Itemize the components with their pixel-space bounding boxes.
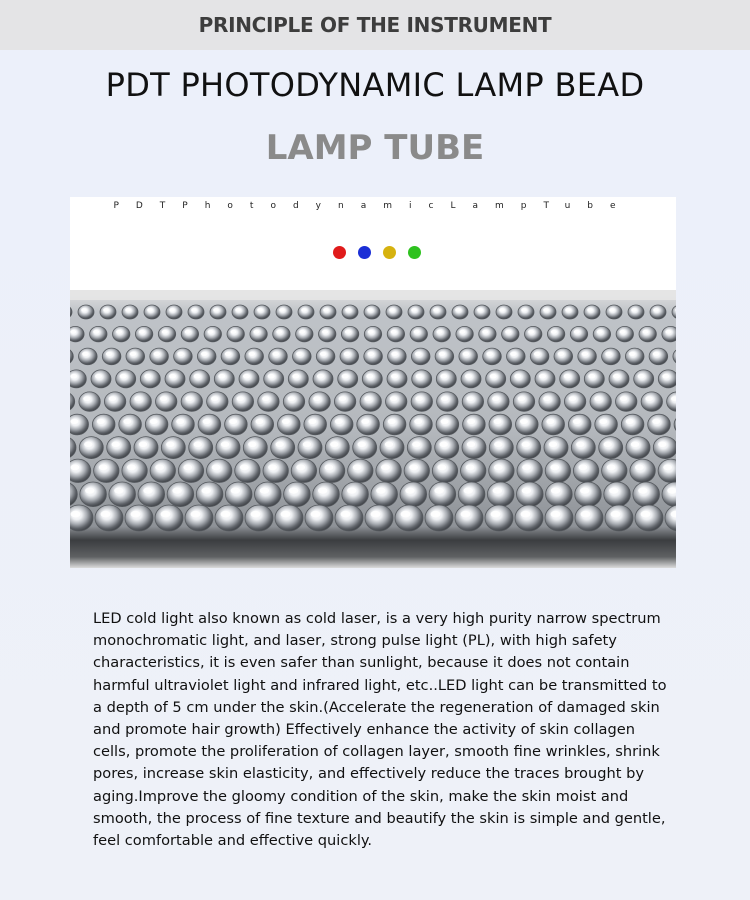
description-text: LED cold light also known as cold laser, is a very high purity narrow spectrum monochromatic light, and laser, strong pulse light (PL), with high safety characteristics, it is even safer than sunlight, because it does not contain harmful ultraviolet light and infrared light, etc..LED light can be transmitted to a depth of 5 cm under the skin.(Accelerate the regeneration of damaged skin and promote hair growth) Effectively enhance the activity of skin collagen cells, promote the proliferation of collagen layer, smooth fine wrinkles, shrink pores, increase skin elasticity, and effectively reduce the traces brought by aging.Improve the gloomy condition of the skin, make the skin moist and smooth, the process of fine texture and beautify the skin is simple and gentle, feel comfortable and effective quickly. (93, 610, 667, 850)
main-title: PDT PHOTODYNAMIC LAMP BEAD (105, 66, 645, 104)
blue-light-dot (358, 246, 371, 259)
sub-title: LAMP TUBE (265, 128, 485, 168)
section-banner (0, 0, 750, 50)
red-light-dot (333, 246, 346, 259)
light-color-dots (70, 246, 676, 259)
product-photo (70, 197, 676, 568)
led-beads-image (70, 290, 676, 568)
yellow-light-dot (383, 246, 396, 259)
green-light-dot (408, 246, 421, 259)
photo-caption: PDTPhotodynamicLampTube (113, 201, 633, 211)
banner-title: PRINCIPLE OF THE INSTRUMENT (198, 13, 552, 37)
